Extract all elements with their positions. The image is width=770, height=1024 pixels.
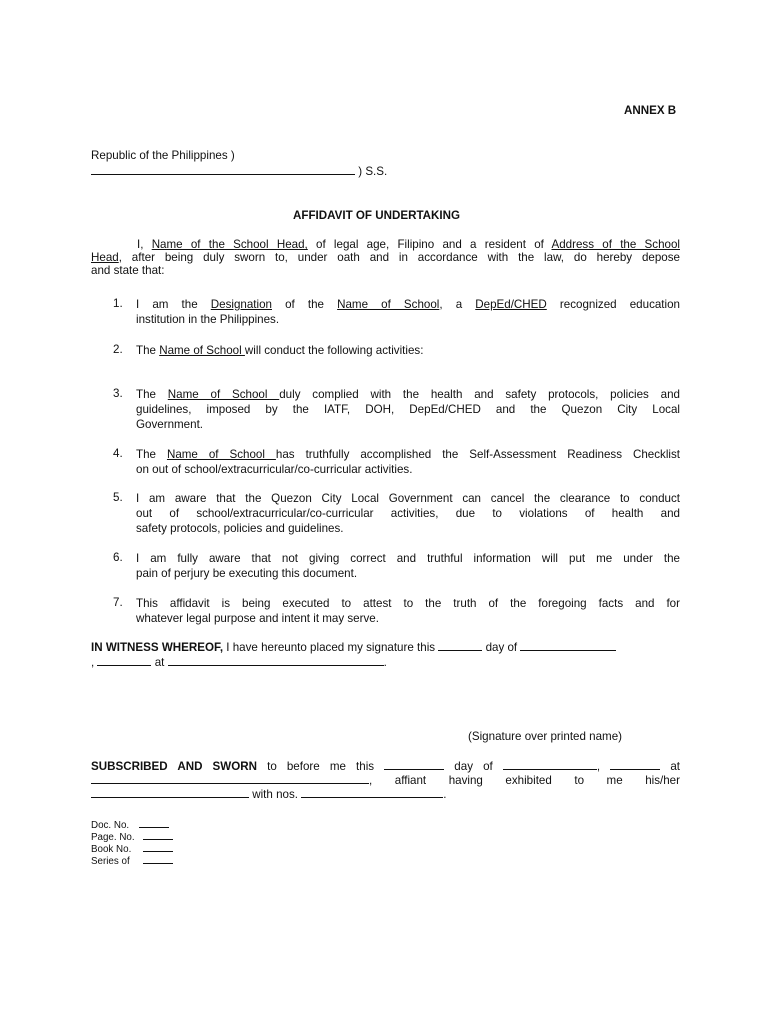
witness-line-2: , at . — [91, 656, 387, 669]
school-name-field[interactable]: Name of School — [337, 298, 440, 311]
book-no-blank[interactable] — [143, 843, 173, 852]
notary-book-no: Book No. — [91, 843, 173, 855]
item-number: 6. — [113, 551, 123, 564]
list-item: The Name of School will conduct the following activities: — [136, 344, 424, 357]
witness-line: IN WITNESS WHEREOF, I have hereunto placed my signature this day of — [91, 640, 616, 654]
intro-line-2: Head, after being duly sworn to, under oath and in accordance with the law, do hereby depose — [91, 251, 680, 264]
intro-line-1: I, Name of the School Head, of legal age, Filipino and a resident of Address of the School — [137, 238, 680, 251]
item-number: 5. — [113, 491, 123, 504]
witness-place-blank[interactable] — [168, 655, 384, 666]
sworn-heading: SUBSCRIBED AND SWORN — [91, 760, 257, 773]
intro-paragraph — [91, 238, 680, 277]
sworn-place-blank[interactable] — [91, 773, 369, 784]
series-blank[interactable] — [143, 855, 173, 864]
page-no-blank[interactable] — [143, 831, 173, 840]
sworn-line-2: , affiant having exhibited to me his/her — [91, 773, 680, 787]
sworn-day-blank[interactable] — [384, 759, 444, 770]
address-field[interactable]: Address of the School — [551, 238, 680, 251]
list-item: I am the Designation of the Name of School, a DepEd/CHED recognized education institution in the Philippines. — [136, 298, 681, 326]
witness-year-blank[interactable] — [97, 655, 151, 666]
notary-page-no: Page. No. — [91, 831, 173, 843]
sworn-line-1: SUBSCRIBED AND SWORN to before me this day of , at — [91, 760, 680, 773]
republic-line: Republic of the Philippines ) — [91, 149, 235, 162]
witness-month-blank[interactable] — [520, 640, 616, 651]
place-blank[interactable] — [91, 164, 355, 175]
ss-label: ) S.S. — [358, 165, 388, 178]
item-number: 1. — [113, 297, 123, 310]
item-number: 7. — [113, 596, 123, 609]
item-number: 3. — [113, 387, 123, 400]
sworn-year-blank[interactable] — [610, 759, 660, 770]
id-number-blank[interactable] — [301, 787, 443, 798]
list-item: The Name of School has truthfully accomplished the Self-Assessment Readiness Checklist on out of school/extracurricular/co-curricular activities. — [136, 448, 681, 476]
doc-no-blank[interactable] — [139, 819, 169, 828]
sworn-paragraph — [91, 759, 680, 801]
school-name-field[interactable]: Name of School — [159, 344, 245, 357]
list-item: I am aware that the Quezon City Local Government can cancel the clearance to conduct out of school/extracurricular/co-curricular activities, due to violations of health and safety protocols, policies and guidelines. — [136, 492, 680, 535]
school-name-field[interactable]: Name of School — [166, 448, 276, 461]
list-item: I am fully aware that not giving correct and truthful information will put me under the pain of perjury be executing this document. — [136, 552, 680, 580]
deped-ched-field[interactable]: DepEd/CHED — [475, 298, 547, 311]
signature-caption: (Signature over printed name) — [468, 730, 623, 743]
notary-series: Series of — [91, 855, 173, 867]
school-name-field[interactable]: Name of School — [167, 388, 280, 401]
item-number: 4. — [113, 447, 123, 460]
list-item: The Name of School duly complied with the health and safety protocols, policies and guidelines, imposed by the IATF, DOH, DepEd/CHED and the Quezon City Local Government. — [136, 388, 680, 431]
address-field-cont[interactable]: Head — [91, 251, 119, 264]
annex-label: ANNEX B — [624, 104, 677, 117]
ss-line — [91, 164, 387, 178]
item-number: 2. — [113, 343, 123, 356]
designation-field[interactable]: Designation — [210, 298, 272, 311]
sworn-line-3: with nos. . — [91, 787, 680, 801]
sworn-month-blank[interactable] — [503, 759, 597, 770]
id-type-blank[interactable] — [91, 787, 249, 798]
notary-doc-no: Doc. No. — [91, 819, 169, 831]
intro-line-3: and state that: — [91, 264, 165, 277]
witness-heading: IN WITNESS WHEREOF, — [91, 641, 224, 654]
witness-day-blank[interactable] — [438, 640, 482, 651]
list-item: This affidavit is being executed to attest to the truth of the foregoing facts and for whatever legal purpose and intent it may serve. — [136, 597, 680, 625]
school-head-field[interactable]: Name of the School Head, — [151, 238, 308, 251]
document-title: AFFIDAVIT OF UNDERTAKING — [293, 209, 461, 222]
